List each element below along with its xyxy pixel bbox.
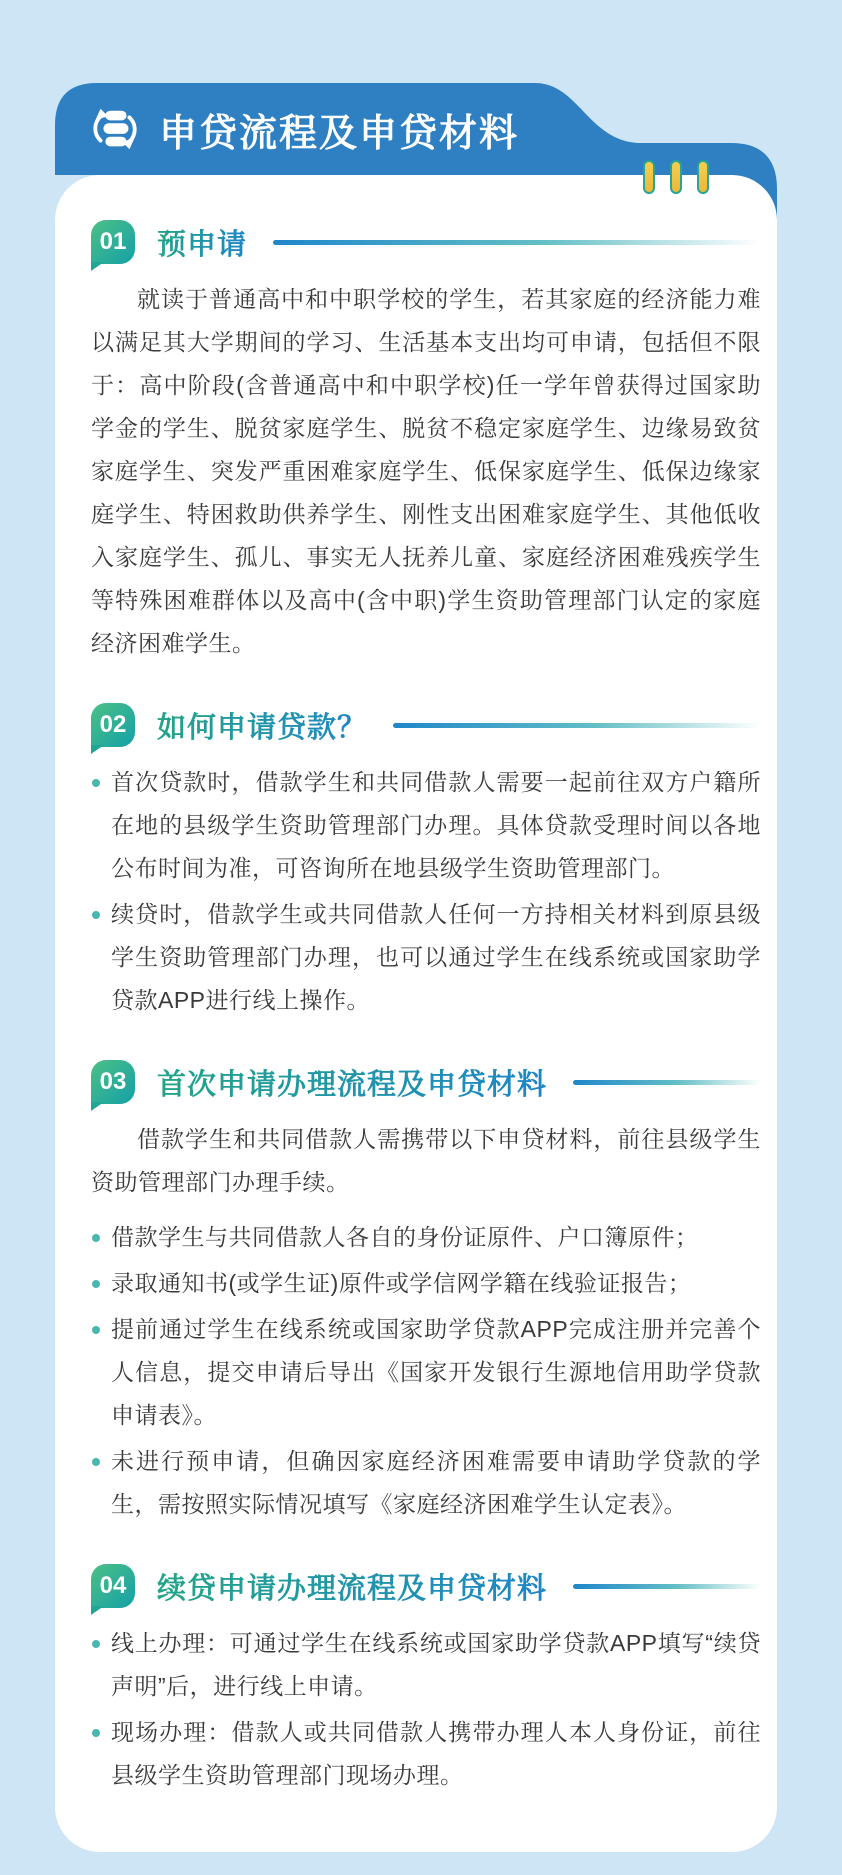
paragraph: 借款学生和共同借款人需携带以下申贷材料，前往县级学生资助管理部门办理手续。 — [91, 1126, 761, 1195]
divider-line — [573, 1584, 761, 1589]
bullet-dot-icon — [92, 1234, 100, 1242]
header-banner-content — [55, 83, 655, 175]
section-number-badge — [91, 1060, 135, 1104]
divider-line — [393, 723, 761, 728]
section-number: 02 — [99, 711, 127, 738]
section-title: 续贷申请办理流程及申贷材料 — [157, 1566, 547, 1607]
section-number: 04 — [99, 1572, 127, 1599]
list-item-text: 录取通知书(或学生证)原件或学信网学籍在线验证报告； — [111, 1270, 692, 1296]
section-title: 预申请 — [157, 222, 247, 263]
section-header — [91, 703, 761, 747]
bullet-dot-icon — [92, 1640, 100, 1648]
list-item — [91, 893, 761, 1022]
process-flow-icon — [89, 103, 141, 155]
bullet-dot-icon — [92, 779, 100, 787]
list-item-text: 首次贷款时，借款学生和共同借款人需要一起前往双方户籍所在地的县级学生资助管理部门办理。具体贷款受理时间以各地公布时间为准，可咨询所在地县级学生资助管理部门。 — [111, 769, 761, 881]
divider-line — [573, 1080, 761, 1085]
list-item — [91, 1711, 761, 1797]
binder-pins — [643, 160, 709, 194]
bullet-dot-icon — [92, 1458, 100, 1466]
section-number: 03 — [99, 1068, 127, 1095]
divider-line — [273, 240, 761, 245]
list-item — [91, 1216, 761, 1259]
bullet-list — [91, 761, 761, 1022]
list-item — [91, 1262, 761, 1305]
binder-pin-icon — [670, 160, 682, 194]
binder-pin-icon — [643, 160, 655, 194]
list-item — [91, 761, 761, 890]
list-item — [91, 1308, 761, 1437]
section-how-to-apply — [91, 703, 761, 1022]
poster — [55, 83, 777, 1852]
content-card — [55, 175, 777, 1852]
bullet-dot-icon — [92, 1729, 100, 1737]
section-header — [91, 1564, 761, 1608]
list-item — [91, 1440, 761, 1526]
section-renewal-application — [91, 1564, 761, 1797]
list-item — [91, 1622, 761, 1708]
list-item-text: 现场办理：借款人或共同借款人携带办理人本人身份证，前往县级学生资助管理部门现场办理。 — [111, 1719, 761, 1788]
binder-pin-icon — [697, 160, 709, 194]
section-number: 01 — [99, 228, 127, 255]
section-pre-application — [91, 220, 761, 665]
section-first-application — [91, 1060, 761, 1526]
bullet-dot-icon — [92, 1280, 100, 1288]
list-item-text: 未进行预申请，但确因家庭经济困难需要申请助学贷款的学生，需按照实际情况填写《家庭经济困难学生认定表》。 — [111, 1448, 761, 1517]
list-item-text: 续贷时，借款学生或共同借款人任何一方持相关材料到原县级学生资助管理部门办理，也可以通过学生在线系统或国家助学贷款APP进行线上操作。 — [111, 901, 761, 1013]
page-title: 申贷流程及申贷材料 — [159, 112, 520, 155]
section-title: 如何申请贷款？ — [157, 705, 367, 746]
paragraph: 就读于普通高中和中职学校的学生，若其家庭的经济能力难以满足其大学期间的学习、生活基本支出均可申请，包括但不限于：高中阶段(含普通高中和中职学校)任一学年曾获得过国家助学金的学生、脱贫家庭学生、脱贫不稳定家庭学生、边缘易致贫家庭学生、突发严重困难家庭学生、低保家庭学生、低保边缘家庭学生、特困救助供养学生、刚性支出困难家庭学生、其他低收入家庭学生、孤儿、事实无人抚养儿童、家庭经济困难残疾学生等特殊困难群体以及高中(含中职)学生资助管理部门认定的家庭经济困难学生。 — [91, 286, 761, 656]
bullet-dot-icon — [92, 1326, 100, 1334]
section-number-badge — [91, 1564, 135, 1608]
bullet-list — [91, 1216, 761, 1526]
section-number-badge — [91, 703, 135, 747]
list-item-text: 线上办理：可通过学生在线系统或国家助学贷款APP填写“续贷声明”后，进行线上申请。 — [111, 1630, 761, 1699]
section-title: 首次申请办理流程及申贷材料 — [157, 1062, 547, 1103]
bullet-dot-icon — [92, 911, 100, 919]
list-item-text: 借款学生与共同借款人各自的身份证原件、户口簿原件； — [111, 1224, 699, 1250]
list-item-text: 提前通过学生在线系统或国家助学贷款APP完成注册并完善个人信息，提交申请后导出《国家开发银行生源地信用助学贷款申请表》。 — [111, 1316, 761, 1428]
section-header — [91, 1060, 761, 1104]
bullet-list — [91, 1622, 761, 1797]
